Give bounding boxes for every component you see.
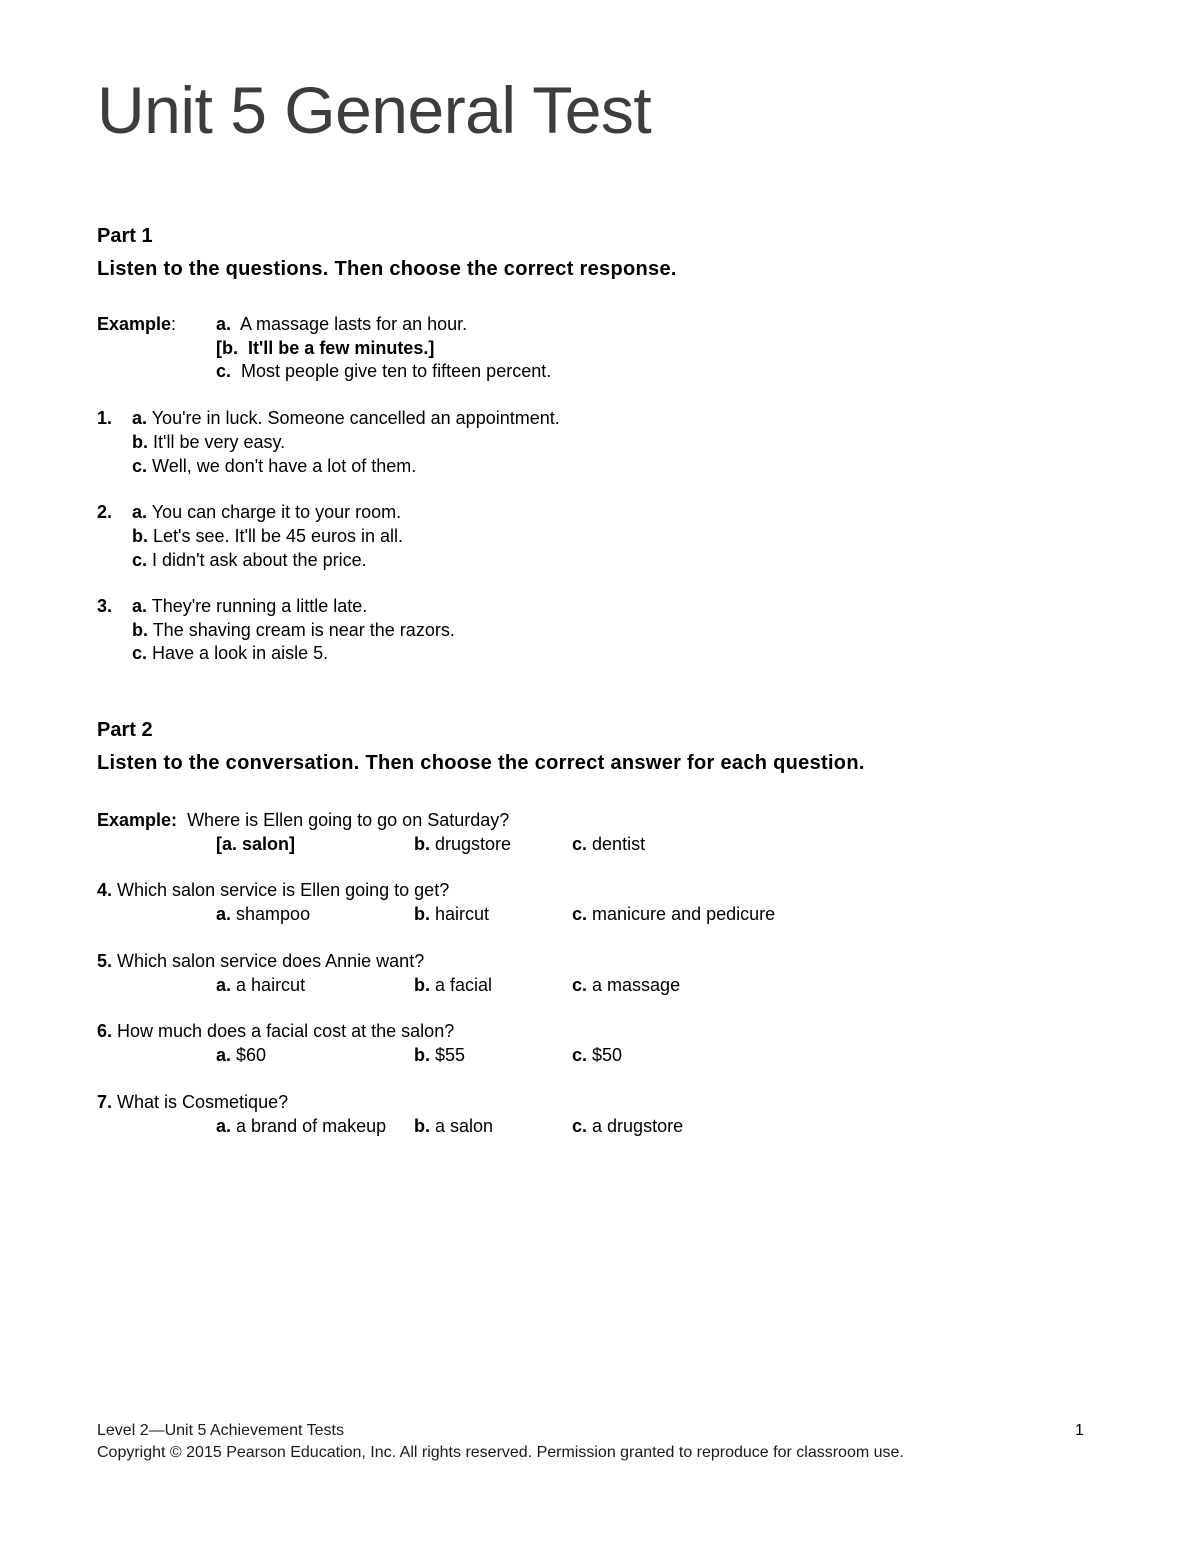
page-number: 1 — [1075, 1422, 1084, 1439]
part1-instruction: Listen to the questions. Then choose the correct response. — [97, 258, 677, 280]
part1-example-option-b: [b. It'll be a few minutes.] — [216, 338, 435, 358]
q7-option-a: a. a brand of makeup — [216, 1116, 387, 1136]
footer-copyright: Copyright © 2015 Pearson Education, Inc. All rights reserved. Permission granted to reproduce for classroom use. — [97, 1444, 904, 1461]
page-title: Unit 5 General Test — [97, 73, 652, 147]
q4-option-c: c. manicure and pedicure — [572, 904, 776, 924]
q5-option-c: c. a massage — [572, 975, 681, 995]
q5-question: 5. Which salon service does Annie want? — [97, 951, 425, 971]
q7-option-c: c. a drugstore — [572, 1116, 684, 1136]
part1-heading: Part 1 — [97, 225, 153, 247]
part2-example-option-b: b. drugstore — [414, 834, 512, 854]
part1-example-option-a: a. A massage lasts for an hour. — [216, 314, 468, 334]
part2-heading: Part 2 — [97, 719, 153, 741]
part1-example-label: Example: — [97, 314, 177, 334]
q3-option-b: b. The shaving cream is near the razors. — [132, 620, 455, 640]
part2-example-question: Example: Where is Ellen going to go on Saturday? — [97, 810, 510, 830]
q4-option-a: a. shampoo — [216, 904, 311, 924]
footer-level: Level 2—Unit 5 Achievement Tests — [97, 1422, 344, 1439]
question-number: 1. — [97, 408, 113, 428]
q5-option-b: b. a facial — [414, 975, 493, 995]
q7-option-b: b. a salon — [414, 1116, 494, 1136]
q7-question: 7. What is Cosmetique? — [97, 1092, 289, 1112]
q6-option-a: a. $60 — [216, 1045, 267, 1065]
part2-example-option-a: [a. salon] — [216, 834, 296, 854]
q6-option-b: b. $55 — [414, 1045, 466, 1065]
q3-option-c: c. Have a look in aisle 5. — [132, 643, 329, 663]
q5-option-a: a. a haircut — [216, 975, 306, 995]
q2-option-a: a. You can charge it to your room. — [132, 502, 402, 522]
q2-option-c: c. I didn't ask about the price. — [132, 550, 367, 570]
q6-option-c: c. $50 — [572, 1045, 623, 1065]
q1-option-b: b. It'll be very easy. — [132, 432, 286, 452]
part1-example-option-c: c. Most people give ten to fifteen percent. — [216, 361, 552, 381]
q6-question: 6. How much does a facial cost at the salon? — [97, 1021, 455, 1041]
part2-instruction: Listen to the conversation. Then choose the correct answer for each question. — [97, 752, 865, 774]
q4-option-b: b. haircut — [414, 904, 490, 924]
q2-option-b: b. Let's see. It'll be 45 euros in all. — [132, 526, 404, 546]
question-number: 2. — [97, 502, 113, 522]
q1-option-a: a. You're in luck. Someone cancelled an appointment. — [132, 408, 560, 428]
q1-option-c: c. Well, we don't have a lot of them. — [132, 456, 417, 476]
question-number: 3. — [97, 596, 113, 616]
q3-option-a: a. They're running a little late. — [132, 596, 368, 616]
part2-example-option-c: c. dentist — [572, 834, 646, 854]
q4-question: 4. Which salon service is Ellen going to get? — [97, 880, 450, 900]
